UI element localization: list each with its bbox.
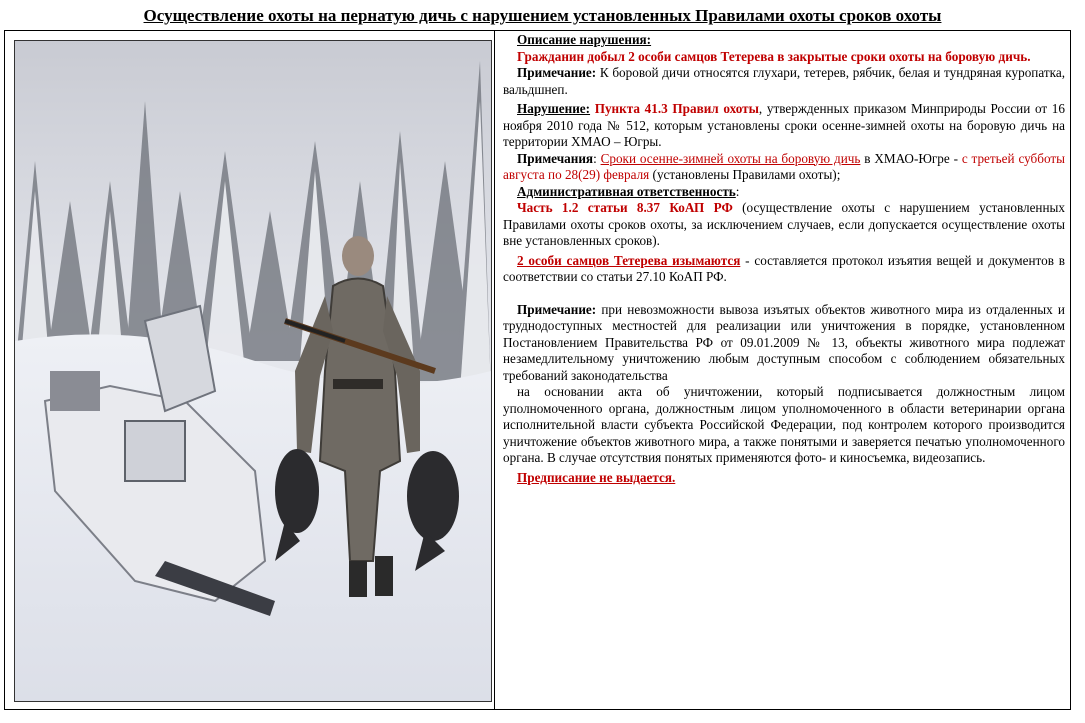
koap-article: Часть 1.2 статьи 8.37 КоАП РФ — [517, 200, 733, 215]
note1-label: Примечание: — [517, 65, 597, 80]
photo-cell — [4, 30, 495, 710]
responsibility-text: (осуществление охоты с нарушением установленных Правилами охоты сроков охоты, за исключением случаев, если допускается осуществление охоты вне установленных сроков). — [503, 200, 1065, 248]
note3-label: Примечание: — [517, 301, 597, 317]
seizure-highlight: 2 особи самцов Тетерева изымаются — [517, 252, 741, 268]
season-dates: с третьей субботы августа по 28(29) февраля — [503, 150, 1065, 182]
hunting-season: Сроки осенне-зимней охоты на боровую дичь — [600, 150, 861, 166]
prescription: Предписание не выдается. — [517, 469, 676, 485]
note3-text2: на основании акта об уничтожении, который подписывается должностным лицом уполномоченного органа, должностным лицом уполномоченного в области ветеринарии органа исполнительной власти субъекта Российской Федерации, под контролем которого производится уничтожение объектов животного мира, а также понятыми и заверяется печатью уполномоченного органа. В случае отсутствия понятых применяются фото- и киносъемка, видеозапись. — [503, 384, 1065, 465]
description-text: Гражданин добыл 2 особи самцов Тетерева в закрытые сроки охоты на боровую дичь. — [517, 48, 1031, 64]
hunter-photo — [14, 40, 492, 702]
violation-text: Описание нарушения: Гражданин добыл 2 особи самцов Тетерева в закрытые сроки охоты на боровую дичь. Примечание: К боровой дичи относятся глухари, тетерев, рябчик, белая и тундряная куропатка, вальдшнеп. Нарушение: Пункта 41.3 Правил охоты, утвержденных приказом Минприроды России от 16 ноября 2010 года № 512, которым установлены сроки осенне-зимней охоты на боровую дичь на территории ХМАО – Югры. Примечания: Сроки осенне-зимней охоты на боровую дичь в ХМАО-Югре - с третьей субботы августа по 28(29) февраля (установлены Правилами охоты); Административная ответственность: Часть 1.2 статьи 8.37 КоАП РФ (осуществление охоты с нарушением установленных Правилами охоты сроков охоты, за исключением случаев, если допускается осуществление охоты вне установленных сроков). 2 особи самцов Тетерева изымаются - составляется протокол изъятия вещей и документов в соответствии со статьи 27.10 КоАП РФ. Примечание: при невозможности вывоза изъятых объектов животного мира из отдаленных и труднодоступных местностей для реализации или уничтожения в порядке, установленном Постановлением Правительства РФ от 09.01.2009 № 13, объекты животного мира подлежат незамедлительному уничтожению любым доступным способом с соблюдением обязательных требований законодательства на основании акта об уничтожении, который подписывается должностным лицом уполномоченного органа, должностным лицом уполномоченного в области ветеринарии органа исполнительной власти субъекта Российской Федерации, под контролем которого производится уничтожение объектов животного мира, а также понятыми и заверяется печатью уполномоченного органа. В случае отсутствия понятых применяются фото- и киносъемка, видеозапись. Предписание не выдается. — [503, 32, 1065, 485]
note2-label: Примечания — [517, 150, 594, 166]
snow-scene-image — [15, 41, 491, 701]
page-title: Осуществление охоты на пернатую дичь с нарушением установленных Правилами охоты сроков охоты — [143, 6, 942, 25]
seizure-text: - составляется протокол изъятия вещей и документов в соответствии со статьи 27.10 КоАП РФ. — [503, 252, 1065, 284]
violation-label: Нарушение: — [517, 101, 591, 116]
violation-point: Пункта 41.3 Правил охоты — [590, 101, 759, 116]
description-heading: Описание нарушения: — [517, 32, 652, 47]
note1-text: К боровой дичи относятся глухари, тетерев, рябчик, белая и тундряная куропатка, вальдшнеп. — [503, 65, 1065, 97]
violation-text-body: , утвержденных приказом Минприроды России от 16 ноября 2010 года № 512, которым установлены сроки осенне-зимней охоты на боровую дичь на территории ХМАО – Югры. — [503, 101, 1065, 149]
note3-text1: при невозможности вывоза изъятых объектов животного мира из отдаленных и труднодоступных местностей для реализации или уничтожения в порядке, установленном Постановлением Правительства РФ от 09.01.2009 № 13, объекты животного мира подлежат незамедлительному уничтожению любым доступным способом с соблюдением обязательных требований законодательства — [503, 301, 1065, 383]
responsibility-heading: Административная ответственность — [517, 183, 736, 199]
